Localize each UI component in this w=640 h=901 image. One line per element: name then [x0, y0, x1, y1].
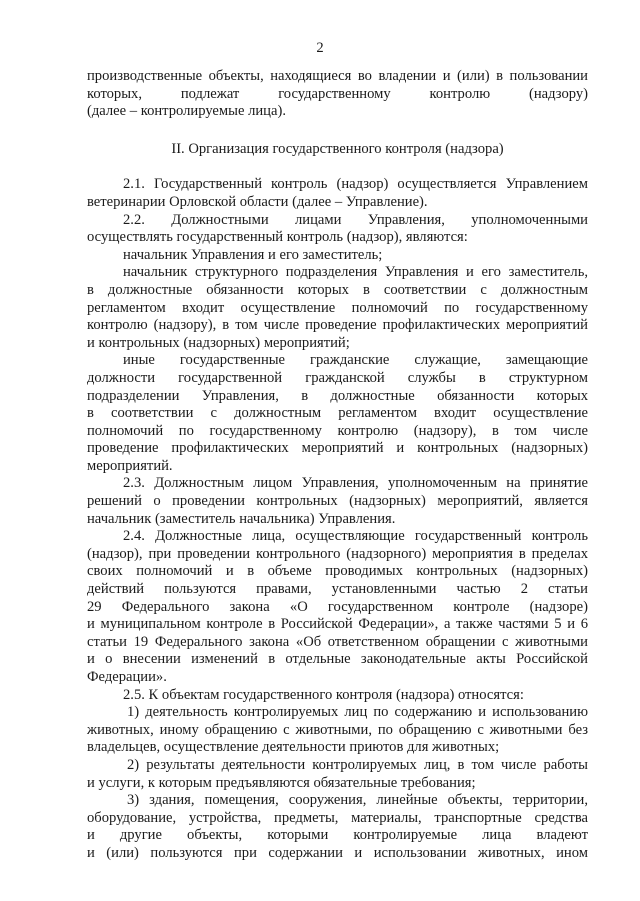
- text-line: и муниципальном контроле в Российской Федерации», а также частями 5 и 6: [87, 616, 588, 633]
- text-line: и другие объекты, которыми контролируемые лица владеют: [87, 827, 588, 844]
- text-line: начальник (заместитель начальника) Управления.: [87, 510, 396, 527]
- text-line: начальник структурного подразделения Управления и его заместитель,: [123, 264, 588, 281]
- text-line: (надзор), при проведении контрольного (надзорного) мероприятия в пределах: [87, 545, 588, 562]
- text-line: статьи 19 Федерального закона «Об ответственном обращении с животными: [87, 633, 588, 650]
- paragraph-2-2: 2.2. Должностными лицами Управления, уполномоченными: [123, 211, 588, 228]
- list-item-1: 1) деятельность контролируемых лиц по содержанию и использованию: [127, 704, 588, 721]
- text-line: решений о проведении контрольных (надзорных) мероприятий, является: [87, 493, 588, 510]
- text-line: полномочий по государственному контролю (надзору), в том числе: [87, 422, 588, 439]
- text-line: (далее – контролируемые лица).: [87, 103, 286, 120]
- text-line: должности государственной гражданской службы в структурном: [87, 369, 588, 386]
- text-line: и контрольных (надзорных) мероприятий;: [87, 334, 350, 351]
- text-line: иные государственные гражданские служащие, замещающие: [123, 352, 588, 369]
- text-line: и услуги, к которым предъявляются обязательные требования;: [87, 774, 476, 791]
- text-line: ветеринарии Орловской области (далее – Управление).: [87, 193, 428, 210]
- text-line: действий пользуются правами, установленными частью 2 статьи: [87, 581, 588, 598]
- list-item-3: 3) здания, помещения, сооружения, линейные объекты, территории,: [127, 792, 588, 809]
- section-heading: II. Организация государственного контроля (надзора): [171, 140, 504, 157]
- text-line: в должностные обязанности которых в соответствии с должностным: [87, 281, 588, 298]
- text-line: подразделении Управления, в должностные обязанности которых: [87, 387, 588, 404]
- text-line: которых, подлежат государственному контролю (надзору): [87, 85, 588, 102]
- text-line: начальник Управления и его заместитель;: [123, 246, 383, 263]
- paragraph-2-5: 2.5. К объектам государственного контроля (надзора) относятся:: [123, 686, 524, 703]
- text-line: производственные объекты, находящиеся во владении и (или) в пользовании: [87, 68, 588, 84]
- text-line: регламентом входит осуществление полномочий по государственному: [87, 299, 588, 316]
- document-body: [87, 68, 588, 863]
- text-line: осуществлять государственный контроль (надзор), являются:: [87, 229, 468, 246]
- text-line: мероприятий.: [87, 457, 173, 474]
- text-line: оборудование, устройства, предметы, материалы, транспортные средства: [87, 809, 588, 826]
- page-number: 2: [316, 40, 324, 56]
- text-line: владельцев, осуществление деятельности приютов для животных;: [87, 739, 500, 756]
- text-line: и (или) пользуются при содержании и использовании животных, ином: [87, 844, 588, 861]
- paragraph-2-3: 2.3. Должностным лицом Управления, уполномоченным на принятие: [123, 475, 588, 492]
- text-line: контролю (надзору), в том числе проведение профилактических мероприятий: [87, 317, 588, 334]
- text-line: в соответствии с должностным регламентом входит осуществление: [87, 405, 588, 422]
- paragraph-2-4: 2.4. Должностные лица, осуществляющие государственный контроль: [123, 528, 588, 545]
- text-line: и о внесении изменений в отдельные законодательные акты Российской: [87, 651, 588, 668]
- text-line: 29 Федерального закона «О государственном контроле (надзоре): [87, 598, 588, 615]
- list-item-2: 2) результаты деятельности контролируемых лиц, в том числе работы: [127, 756, 588, 773]
- text-line: животных, иному обращению с животными, по обращению с животными без: [87, 721, 588, 738]
- text-line: Федерации».: [87, 669, 167, 685]
- text-line: своих полномочий и в объеме проводимых контрольных (надзорных): [87, 563, 588, 580]
- text-line: проведение профилактических мероприятий и контрольных (надзорных): [87, 440, 588, 457]
- paragraph-2-1: 2.1. Государственный контроль (надзор) осуществляется Управлением: [123, 176, 588, 193]
